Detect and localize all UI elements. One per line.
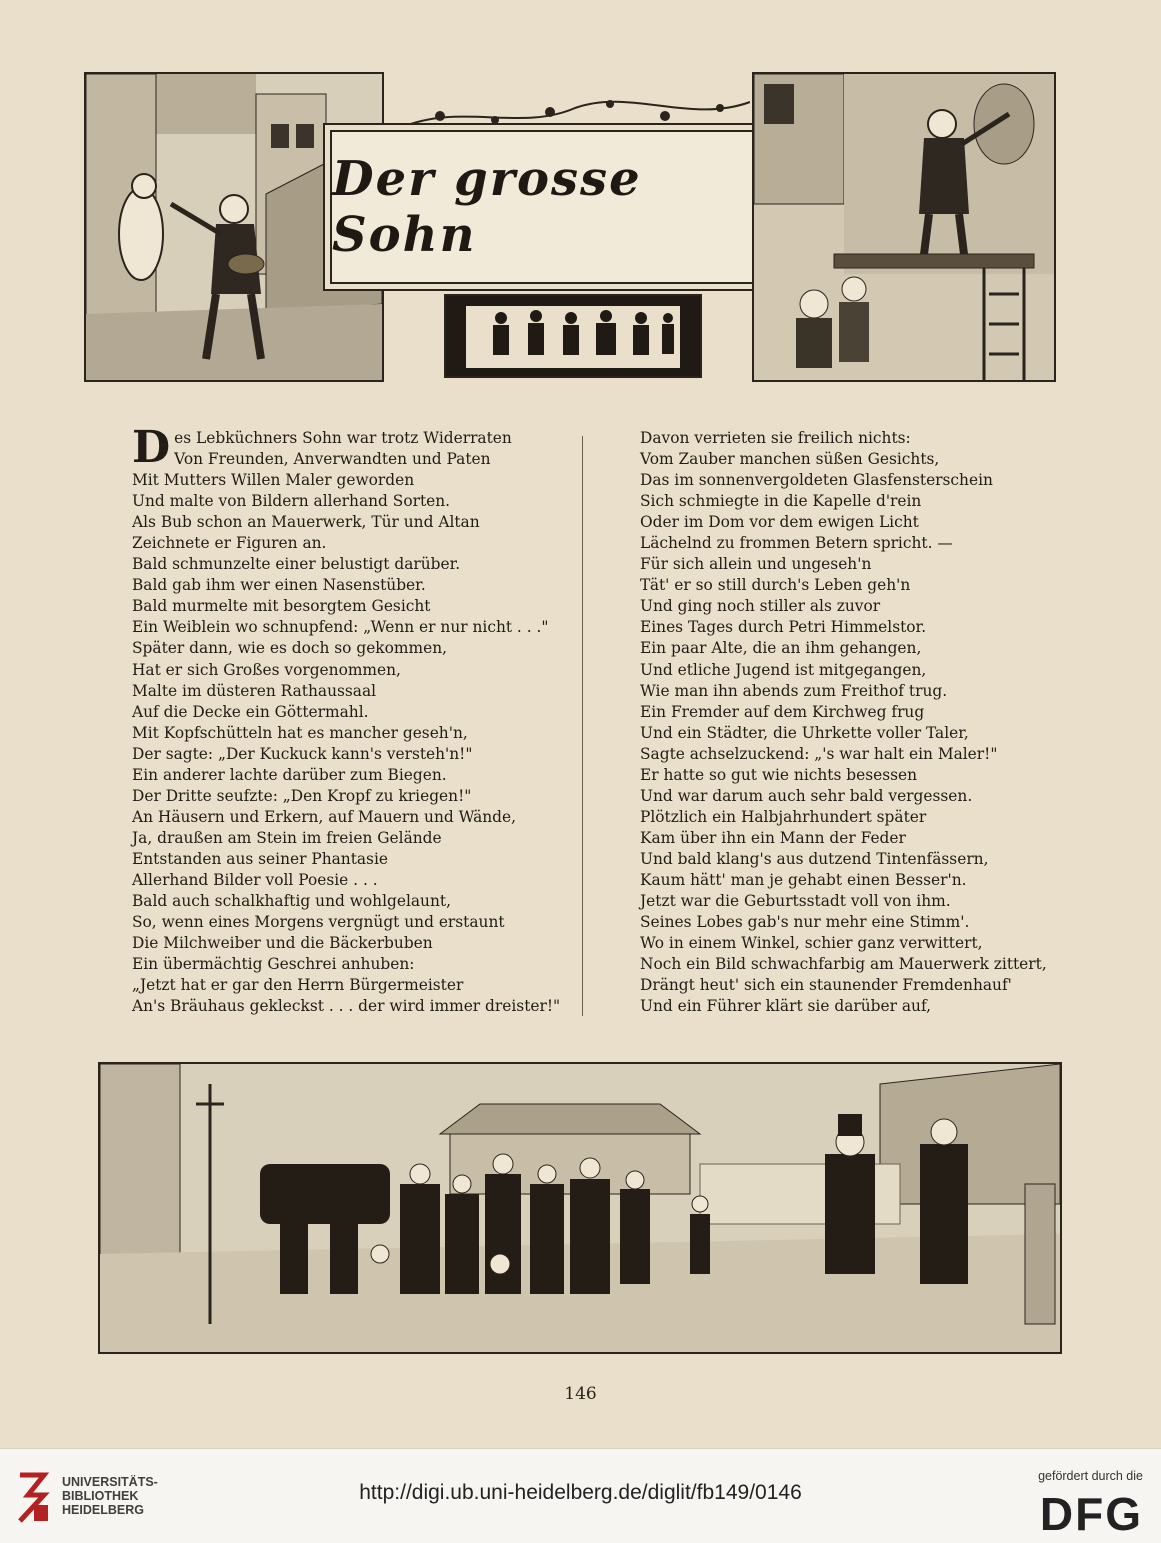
poem-line: „Jetzt hat er gar den Herrn Bürgermeister — [132, 976, 464, 995]
poem-line: Allerhand Bilder voll Poesie . . . — [132, 870, 378, 889]
illustration-funeral-procession-art — [100, 1064, 1060, 1352]
poem-line: Bald gab ihm wer einen Nasenstüber. — [132, 576, 426, 595]
poem-column-left — [132, 422, 561, 1017]
poem-line: Und ein Führer klärt sie darüber auf, — [640, 997, 931, 1016]
poem-line: Und malte von Bildern allerhand Sorten. — [132, 492, 451, 511]
column-divider — [582, 436, 583, 1016]
poem-line: Mit Kopfschütteln hat es mancher geseh'n, — [132, 723, 468, 742]
poem-line: Entstanden aus seiner Phantasie — [132, 849, 388, 868]
source-url-link[interactable]: http://digi.ub.uni-heidelberg.de/diglit/fb149/0146 — [359, 1481, 802, 1504]
poem-dropcap: D — [132, 422, 171, 473]
poem-line: Ein paar Alte, die an ihm gehangen, — [640, 639, 922, 658]
dfg-logo: DFG — [1039, 1488, 1143, 1540]
poem-line: Und bald klang's aus dutzend Tintenfässern, — [640, 849, 989, 868]
poem-column-right — [640, 428, 1047, 1017]
poem-line: Plötzlich ein Halbjahrhundert später — [640, 807, 927, 826]
poem-line: Auf die Decke ein Göttermahl. — [132, 702, 369, 721]
illustration-painter-scaffold-art — [754, 74, 1054, 380]
poem-line: Bald auch schalkhaftig und wohlgelaunt, — [132, 892, 451, 911]
poem-line: Als Bub schon an Mauerwerk, Tür und Altan — [132, 513, 480, 532]
poem-line: Das im sonnenvergoldeten Glasfensterschein — [640, 471, 993, 490]
poem-line: Er hatte so gut wie nichts besessen — [640, 765, 918, 784]
poem-line: Von Freunden, Anverwandten und Paten — [174, 450, 491, 469]
library-name-line: BIBLIOTHEK — [62, 1489, 139, 1503]
poem-line: Oder im Dom vor dem ewigen Licht — [640, 513, 919, 532]
poem-line: Wie man ihn abends zum Freithof trug. — [640, 681, 948, 700]
illustration-figures-strip — [444, 294, 702, 378]
poem-line: Mit Mutters Willen Maler geworden — [132, 471, 415, 490]
poem-line: Malte im düsteren Rathaussaal — [132, 681, 377, 700]
poem-line: Ein Fremder auf dem Kirchweg frug — [640, 702, 925, 721]
poem-line: Drängt heut' sich ein staunender Fremdenhauf' — [640, 976, 1012, 995]
poem-line: Ein übermächtig Geschrei anhuben: — [132, 955, 415, 974]
poem-line: Später dann, wie es doch so gekommen, — [132, 639, 447, 658]
poem-line: Lächelnd zu frommen Betern spricht. — — [640, 534, 953, 553]
illustration-figures-strip-art — [446, 296, 700, 376]
library-name-line: HEIDELBERG — [62, 1503, 144, 1517]
page-title: Der grosse Sohn — [332, 151, 642, 263]
funding-note: gefördert durch die — [1038, 1469, 1143, 1483]
poem-line: Und etliche Jugend ist mitgegangen, — [640, 660, 927, 679]
poem-line: Die Milchweiber und die Bäckerbuben — [132, 934, 433, 953]
poem-line: Seines Lobes gab's nur mehr eine Stimm'. — [640, 913, 970, 932]
poem-line: An's Bräuhaus gekleckst . . . der wird immer dreister!" — [132, 997, 561, 1016]
title-card — [330, 130, 758, 284]
poem-line: Sagte achselzuckend: „'s war halt ein Maler!" — [640, 744, 998, 763]
library-name-line: UNIVERSITÄTS- — [62, 1475, 158, 1489]
poem-line: Und ein Städter, die Uhrkette voller Taler, — [640, 723, 969, 742]
poem-line: Kaum hätt' man je gehabt einen Besser'n. — [640, 870, 967, 889]
poem-line: So, wenn eines Morgens vergnügt und erstaunt — [132, 913, 505, 932]
poem-line: Bald schmunzelte einer belustigt darüber. — [132, 555, 461, 574]
poem-line: Und ging noch stiller als zuvor — [640, 597, 881, 616]
page-number: 146 — [564, 1384, 597, 1404]
poem-line: Wo in einem Winkel, schier ganz verwittert, — [640, 934, 983, 953]
poem-line: Jetzt war die Geburtsstadt voll von ihm. — [640, 892, 951, 911]
poem-line: Tät' er so still durch's Leben geh'n — [640, 576, 911, 595]
poem-line: Sich schmiegte in die Kapelle d'rein — [640, 492, 922, 511]
poem-line: Eines Tages durch Petri Himmelstor. — [640, 618, 927, 637]
poem-line: es Lebküchners Sohn war trotz Widerraten — [174, 429, 512, 447]
poem-line: Ein Weiblein wo schnupfend: „Wenn er nur nicht . . ." — [132, 618, 549, 637]
poem-line: Hat er sich Großes vorgenommen, — [132, 660, 401, 679]
poem-line: Vom Zauber manchen süßen Gesichts, — [640, 450, 940, 469]
poem-line: Der sagte: „Der Kuckuck kann's versteh'n!" — [132, 744, 473, 763]
poem-line: Davon verrieten sie freilich nichts: — [640, 429, 911, 447]
poem-line: Für sich allein und ungeseh'n — [640, 555, 872, 574]
poem-line: Der Dritte seufzte: „Den Kropf zu kriegen!" — [132, 786, 472, 805]
vine-ornament — [400, 92, 750, 134]
poem-line: Bald murmelte mit besorgtem Gesicht — [132, 597, 431, 616]
poem-line: Ja, draußen am Stein im freien Gelände — [132, 828, 442, 847]
poem-line: An Häusern und Erkern, auf Mauern und Wände, — [132, 807, 517, 826]
footer-bar — [0, 1448, 1161, 1543]
poem-line: Ein anderer lachte darüber zum Biegen. — [132, 765, 447, 784]
illustration-painter-scaffold — [752, 72, 1056, 382]
poem-line: Und war darum auch sehr bald vergessen. — [640, 786, 973, 805]
poem-line: Zeichnete er Figuren an. — [132, 534, 327, 553]
poem-line: Kam über ihn ein Mann der Feder — [640, 828, 906, 847]
illustration-funeral-procession — [98, 1062, 1062, 1354]
poem-line: Noch ein Bild schwachfarbig am Mauerwerk zittert, — [640, 955, 1047, 974]
